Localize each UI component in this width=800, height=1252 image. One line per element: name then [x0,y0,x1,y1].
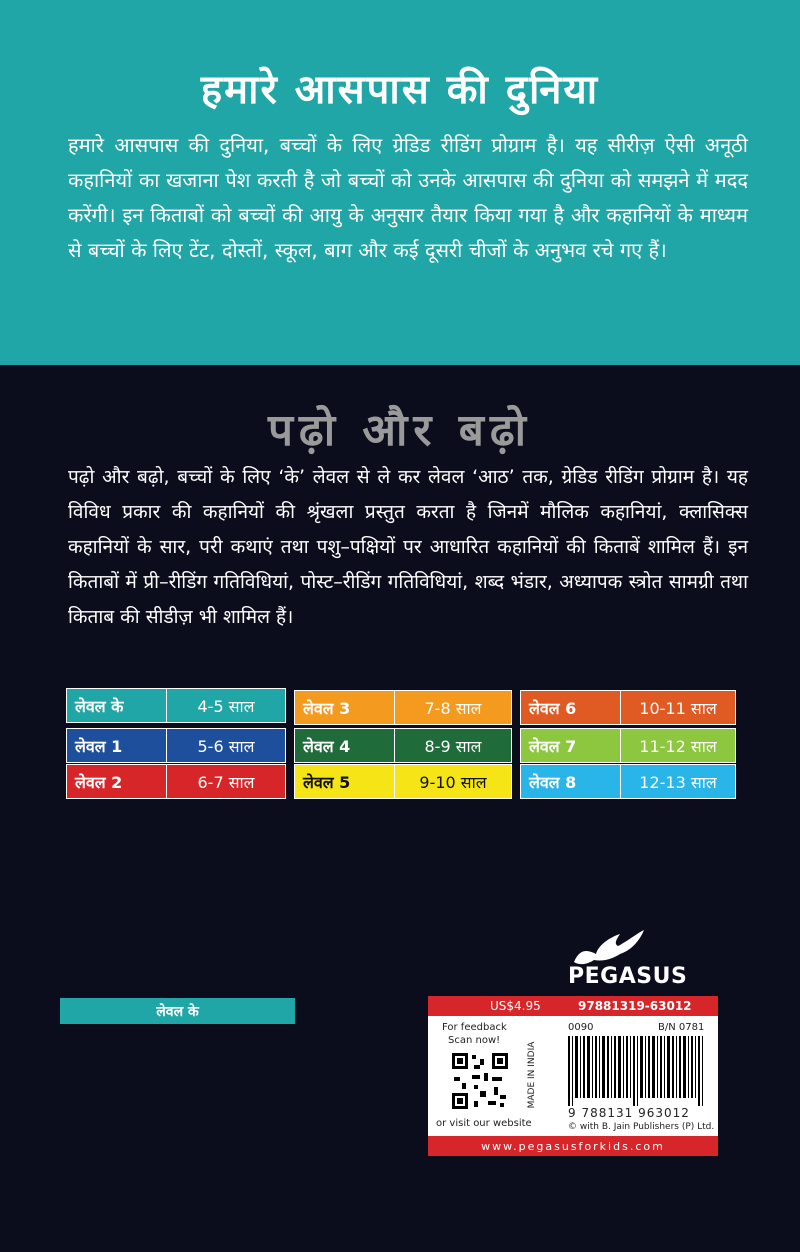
website-strip [428,1136,718,1156]
level-age: 8-9 साल [395,729,511,762]
level-age: 5-6 साल [167,729,285,762]
level-row-k [66,688,286,723]
level-label: लेवल के [67,689,167,722]
visit-website-text: or visit our website [436,1118,532,1129]
publisher-logo [560,928,720,988]
section1-body: हमारे आसपास की दुनिया, बच्चों के लिए ग्रेडिड रीडिंग प्रोग्राम है। यह सीरीज़ ऐसी अनूठी कहानियों का खजाना पेश करती है जो बच्चों को उनके आसपास की दुनिया को समझने में मदद करेंगी। इन किताबों को बच्चों की आयु के अनुसार तैयार किया गया है और कहानियों के माध्यम से बच्चों के लिए टेंट, दोस्तों, स्कूल, बाग और कई दूसरी चीजों के अनुभव रचे गए हैं। [68,133,748,262]
section2-title: पढ़ो और बढ़ो [267,405,533,456]
code-right: B/N 0781 [658,1022,705,1033]
level-label: लेवल 3 [295,691,395,724]
qr-code-icon[interactable] [450,1051,510,1111]
level-age: 4-5 साल [167,689,285,722]
level-label: लेवल 4 [295,729,395,762]
level-row-7 [520,728,736,763]
made-in-india: MADE IN INDIA [527,1041,537,1109]
level-row-4 [294,728,512,763]
feedback-line2: Scan now! [448,1035,501,1046]
isbn-digits: 9 788131 963012 [568,1106,690,1120]
level-row-3 [294,690,512,725]
copyright: © with B. Jain Publishers (P) Ltd. [568,1122,715,1132]
level-label: लेवल 5 [295,765,395,798]
level-label: लेवल 1 [67,729,167,762]
level-age: 7-8 साल [395,691,511,724]
barcode-icon [568,1036,708,1106]
level-row-6 [520,690,736,725]
level-badge: लेवल के [60,998,295,1024]
website-link[interactable]: www.pegasusforkids.com [481,1139,665,1153]
level-label: लेवल 6 [521,691,621,724]
level-age: 12-13 साल [621,765,735,798]
section2-body: पढ़ो और बढ़ो, बच्चों के लिए ‘के’ लेवल से ले कर लेवल ‘आठ’ तक, ग्रेडिड रीडिंग प्रोग्राम है। यह विविध प्रकार की कहानियों की श्रृंखला प्रस्तुत करता है जिनमें मौलिक कहानियां, क्लासिक्स कहानियों के सार, परी कथाएं तथा पशु–पक्षियों पर आधारित कहानियों की किताबें शामिल हैं। इन किताबों में प्री–रीडिंग गतिविधियां, पोस्ट–रीडिंग गतिविधियां, शब्द भंडार, अध्यापक स्त्रोत सामग्री तथा किताब की सीडीज़ भी शामिल हैं। [68,466,748,628]
code-left: 0090 [568,1022,594,1033]
level-age: 6-7 साल [167,765,285,798]
section1-title: हमारे आसपास की दुनिया [200,67,600,113]
level-row-8 [520,764,736,799]
level-age: 9-10 साल [395,765,511,798]
barcode-box [428,996,718,1156]
level-label: लेवल 7 [521,729,621,762]
level-row-5 [294,764,512,799]
level-row-1 [66,728,286,763]
isbn-top: 97881319-63012 [578,999,692,1013]
level-age: 10-11 साल [621,691,735,724]
price: US$4.95 [490,999,541,1013]
level-age: 11-12 साल [621,729,735,762]
pegasus-horse-icon [568,928,648,968]
price-strip [428,996,718,1016]
feedback-line1: For feedback [442,1022,507,1033]
publisher-name: PEGASUS [568,964,688,989]
level-row-2 [66,764,286,799]
level-label: लेवल 8 [521,765,621,798]
level-label: लेवल 2 [67,765,167,798]
